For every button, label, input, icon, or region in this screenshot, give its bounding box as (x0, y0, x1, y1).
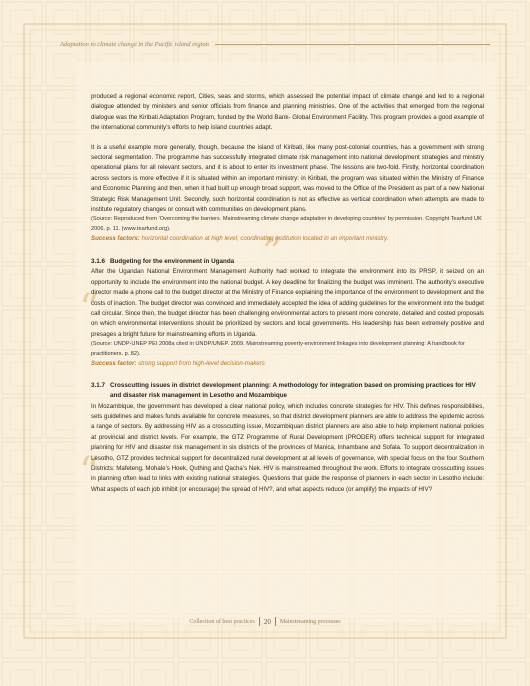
opening-quote-mark: “ (79, 286, 100, 332)
success-factor-text: strong support from high-level decision-makers (138, 359, 265, 367)
source-note-tearfund: (Source: Reproduced from ‘Overcoming the barriers. Mainstreaming climate change adaptation in developing countries’ by permission. Copyright Tearfund UK 2006. p. 11. (www.tearfund.org). (91, 216, 482, 232)
page-footer (0, 617, 530, 626)
success-factors-label: Success factors: (91, 235, 140, 243)
success-factors-text: horizontal coordination at high level; coordinating institution located in an important ministry. (141, 235, 389, 243)
paragraph-mozambique-lesotho: In Mozambique, the government has developed a clear national policy, which includes concrete strategies for HIV. This defines responsibilities, sets guidelines and makes funds available for concrete measures, so that district development planners are able to address the epidemic across a range of sectors. By addressing HIV as a crosscutting issue, Mozambiquan district planners are also able to help implement national policies at provincial and district levels. For example, the GTZ Programme of Rural Development (PRODER) offers technical support for integrated planning for HIV and disaster risk management in six districts of the provinces of Manica, Inhambane and Sofala. To support decentralization in Lesotho, GTZ provides technical support for decentralized rural development at all levels of governance, with special focus on the four Southern Districts: Mafeteng, Mohale’s Hoek, Quthing and Qacha’s Nek. HIV is mainstreamed throughout the work. Efforts to integrate crosscutting issues in planning often lead to links with existing national strategies. Questions that guide the response of planners in each sector in Lesotho include: What aspects of each job inhibit (or encourage) the spread of HIV?, and what aspects reduce (or amplify) the impacts of HIV? (91, 402, 484, 493)
footer-right-text: Mainstreaming processes (279, 618, 341, 625)
success-factor-uganda (91, 359, 484, 369)
header-title: Adaptation to climate change in the Pacific island region (60, 40, 209, 48)
page-number: 20 (263, 617, 271, 626)
opening-quote-mark: “ (79, 449, 100, 495)
success-factor-label: Success factor: (91, 359, 137, 367)
section-number: 3.1.7 (91, 382, 106, 390)
footer-separator (259, 617, 260, 626)
section-heading-3-1-6 (91, 257, 484, 267)
section-heading-3-1-7 (91, 381, 484, 400)
section-number: 3.1.6 (91, 257, 106, 265)
footer-left-text: Collection of best practices (189, 618, 255, 625)
header-rule (215, 44, 490, 45)
closing-quote-mark: ” (262, 230, 283, 276)
source-note-undp: (Source: UNDP-UNEP PEI 2008a cited in UNDP/UNEP. 2009. Mainstreaming poverty-environment linkages into development planning: A handbook for practitioners. p. 82). (91, 341, 465, 357)
section-title: Crosscutting issues in district development planning: A methodology for integration based on promising practices for HIV and disaster risk management in Lesotho and Mozambique (110, 382, 476, 399)
footer-separator (275, 617, 276, 626)
paragraph-uganda: After the Ugandan National Environment Management Authority had worked to integrate the environment into its PRSP, it seized on an opportunity to include the environment into the national budget. A key deadline for finalizing the budget was imminent. The authority’s executive director made a phone call to the budget director at the Ministry of Finance explaining the importance of the environment to development and the costs of inaction. The budget director was convinced and immediately accepted the idea of adding guidelines for the environment into the budget call circular. Since then, the budget director has been challenging environmental actors to present more concrete, detailed and costed proposals on which environmental interventions should be prioritized by sectors and local governments. His leadership has been extremely positive and presages a bright future for mainstreaming efforts in Uganda. (91, 268, 484, 338)
section-title: Budgeting for the environment in Uganda (110, 257, 235, 265)
main-content (91, 92, 484, 495)
success-factors-kiribati (91, 234, 484, 244)
running-header (60, 38, 490, 50)
paragraph-kiribati-intro: produced a regional economic report, Cities, seas and storms, which assessed the potential impact of climate change and led to a regional dialogue attended by ministers and senior officials from finance and planning ministries. One of the activities that emerged from the regional dialogue was the Kiribati Adaptation Program, funded by the World Bank- Global Environment Facility. This program provides a good example of the international community’s efforts to help island countries adapt. (91, 93, 484, 132)
paragraph-kiribati-lessons: It is a useful example more generally, though, because the island of Kiribati, like many post-colonial countries, has a government with strong sectoral segmentation. The programme has successfully integrated climate risk management into national development strategies and ministry operational plans for all relevant sectors, and it is about to enter its investment phase. The lessons are two-fold. Firstly, horizontal coordination across sectors is more effective if it is situated within an important ministry: in Kiribati, the program was situated within the Ministry of Finance and Economic Planning and then, when it had built up enough broad support, was moved to the Office of the President as part of a new National Strategic Risk Management Unit. Secondly, such horizontal coordination is not as effective as vertical coordination when attempts are made to institute regulatory changes or consult with communities on development plans. (91, 143, 484, 214)
